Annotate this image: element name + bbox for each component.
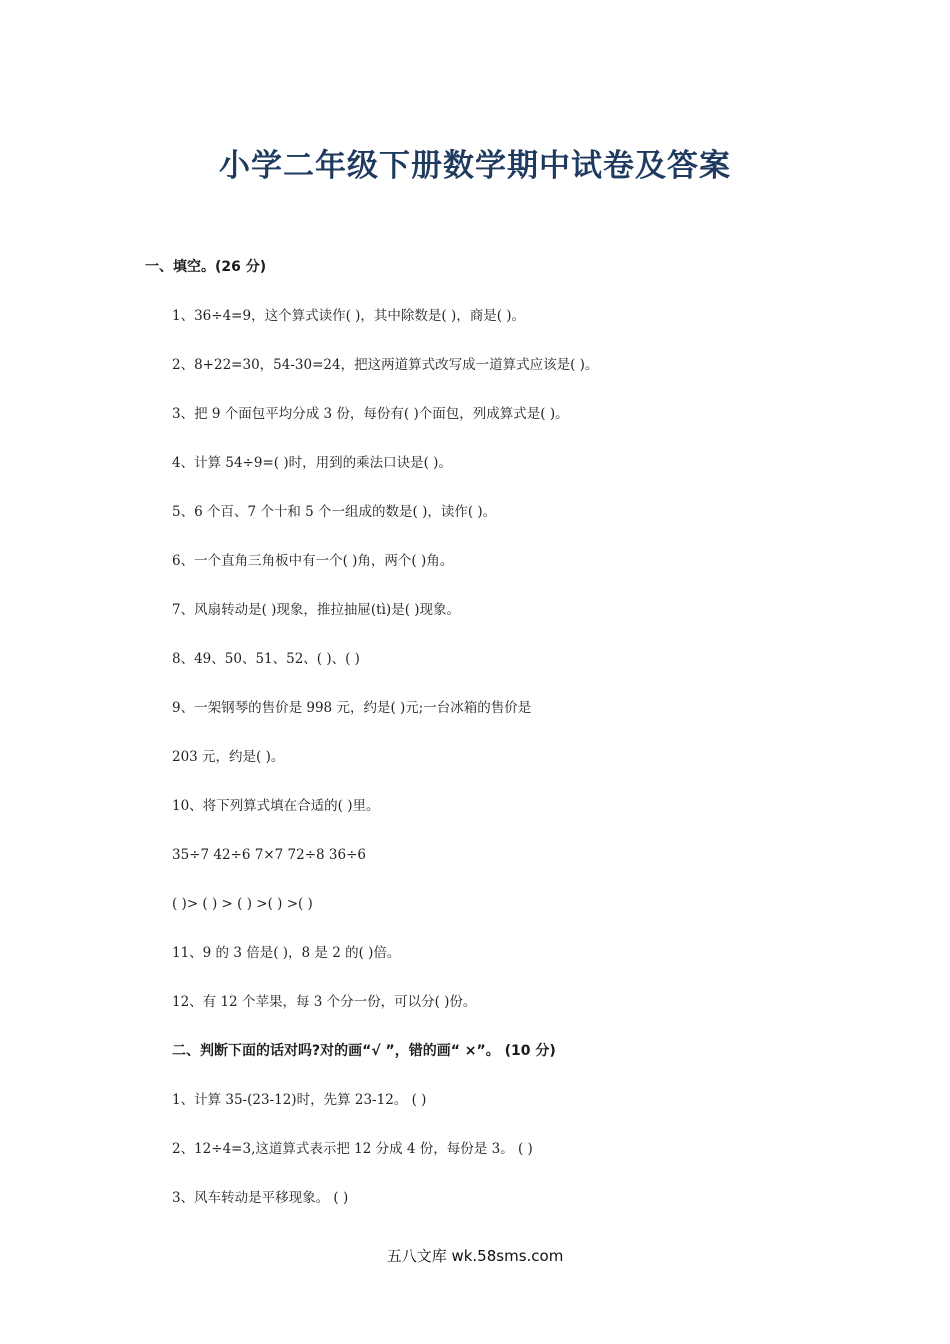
question-line: 6、一个直角三角板中有一个( )角，两个( )角。 (172, 553, 454, 569)
question-line: 1、计算 35-(23-12)时，先算 23-12。 ( ) (172, 1092, 427, 1108)
question-line: 5、6 个百、7 个十和 5 个一组成的数是( )，读作( )。 (172, 504, 497, 520)
question-line: 2、12÷4=3,这道算式表示把 12 分成 4 份，每份是 3。 ( ) (172, 1141, 533, 1157)
question-line: 10、将下列算式填在合适的( )里。 (172, 798, 380, 814)
question-line: 11、9 的 3 倍是( )，8 是 2 的( )倍。 (172, 945, 401, 961)
question-line: 2、8+22=30，54-30=24，把这两道算式改写成一道算式应该是( )。 (172, 357, 599, 373)
footer-watermark: 五八文库 wk.58sms.com (386, 1247, 564, 1265)
section-heading-fill-in: 一、填空。(26 分) (145, 259, 267, 275)
question-line: 1、36÷4=9，这个算式读作( )，其中除数是( )，商是( )。 (172, 308, 526, 324)
section-heading-true-false: 二、判断下面的话对吗?对的画“√ ”，错的画“ ×”。 (10 分) (172, 1043, 556, 1059)
page-title: 小学二年级下册数学期中试卷及答案 (219, 148, 731, 184)
question-line: 3、风车转动是平移现象。 ( ) (172, 1190, 349, 1206)
question-line: 4、计算 54÷9=( )时，用到的乘法口诀是( )。 (172, 455, 452, 471)
question-line: 3、把 9 个面包平均分成 3 份，每份有( )个面包，列成算式是( )。 (172, 406, 569, 422)
question-line: 9、一架钢琴的售价是 998 元，约是( )元;一台冰箱的售价是 (172, 700, 532, 716)
question-line: 12、有 12 个苹果，每 3 个分一份，可以分( )份。 (172, 994, 477, 1010)
question-line: ( )> ( ) > ( ) >( ) >( ) (172, 896, 313, 912)
question-line: 35÷7 42÷6 7×7 72÷8 36÷6 (172, 847, 366, 863)
question-line: 7、风扇转动是( )现象，推拉抽屉(tì)是( )现象。 (172, 602, 461, 618)
question-line: 203 元，约是( )。 (172, 749, 285, 765)
question-line: 8、49、50、51、52、( )、( ) (172, 651, 360, 667)
